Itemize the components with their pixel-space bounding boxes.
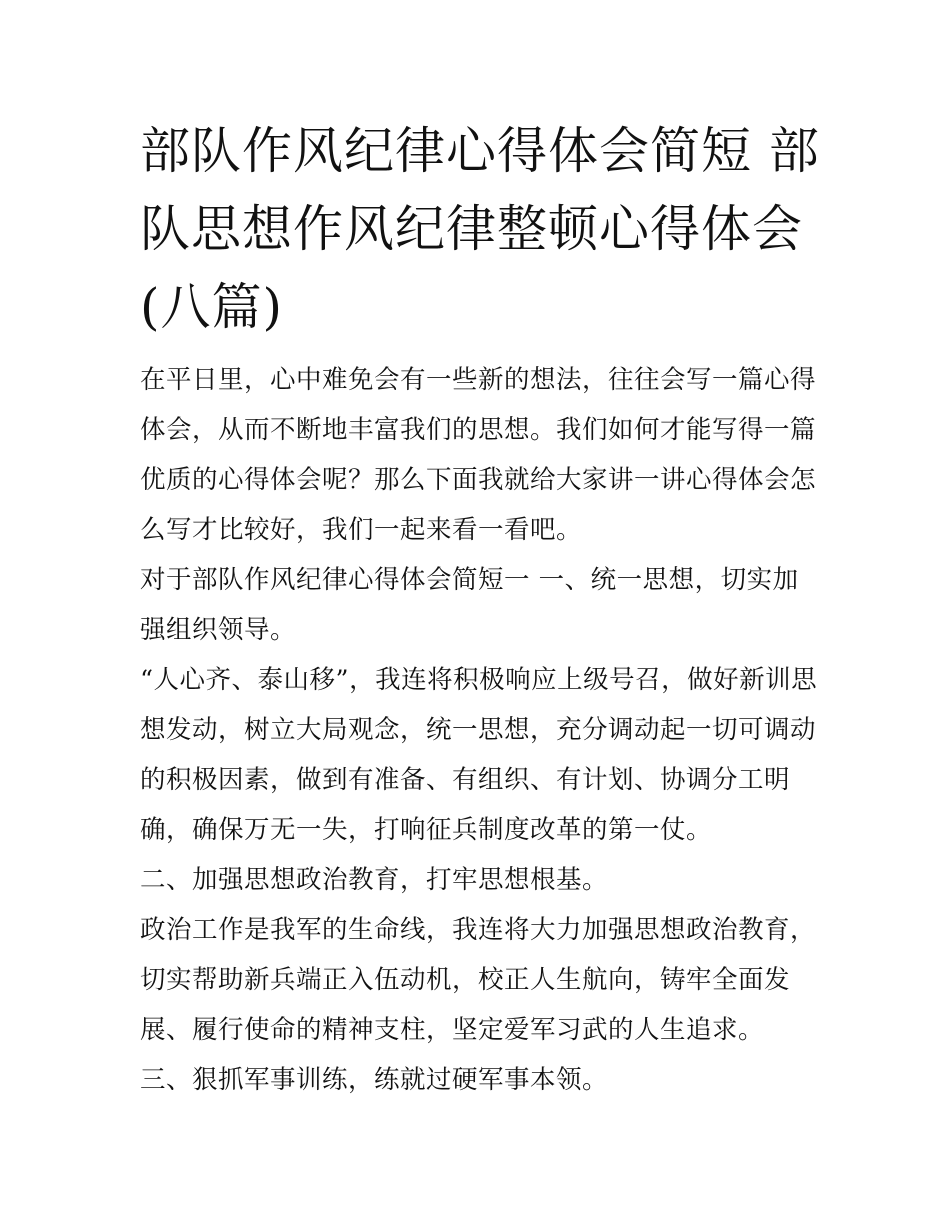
paragraph-section-one-body: “人心齐、泰山移”，我连将积极响应上级号召，做好新训思想发动，树立大局观念，统一思想，充分调动起一切可调动的积极因素，做到有准备、有组织、有计划、协调分工明确，确保万无一失，打响征兵制度改革的第一仗。 bbox=[140, 665, 818, 845]
document-title: 部队作风纪律心得体会简短 部队思想作风纪律整顿心得体会(八篇) bbox=[140, 122, 820, 336]
paragraph-section-three-heading: 三、狠抓军事训练，练就过硬军事本领。 bbox=[140, 1065, 609, 1095]
paragraph-section-two-body: 政治工作是我军的生命线，我连将大力加强思想政治教育，切实帮助新兵端正入伍动机，校正人生航向，铸牢全面发展、履行使命的精神支柱，坚定爱军习武的人生追求。 bbox=[140, 915, 817, 1045]
paragraph-section-one-heading: 对于部队作风纪律心得体会简短一 一、统一思想，切实加强组织领导。 bbox=[140, 565, 799, 645]
paragraph-section-two-heading: 二、加强思想政治教育，打牢思想根基。 bbox=[140, 865, 609, 895]
paragraph-intro: 在平日里，心中难免会有一些新的想法，往往会写一篇心得体会，从而不断地丰富我们的思想。我们如何才能写得一篇优质的心得体会呢？那么下面我就给大家讲一讲心得体会怎么写才比较好，我们一起来看一看吧。 bbox=[140, 365, 817, 545]
document-body bbox=[140, 355, 820, 1105]
